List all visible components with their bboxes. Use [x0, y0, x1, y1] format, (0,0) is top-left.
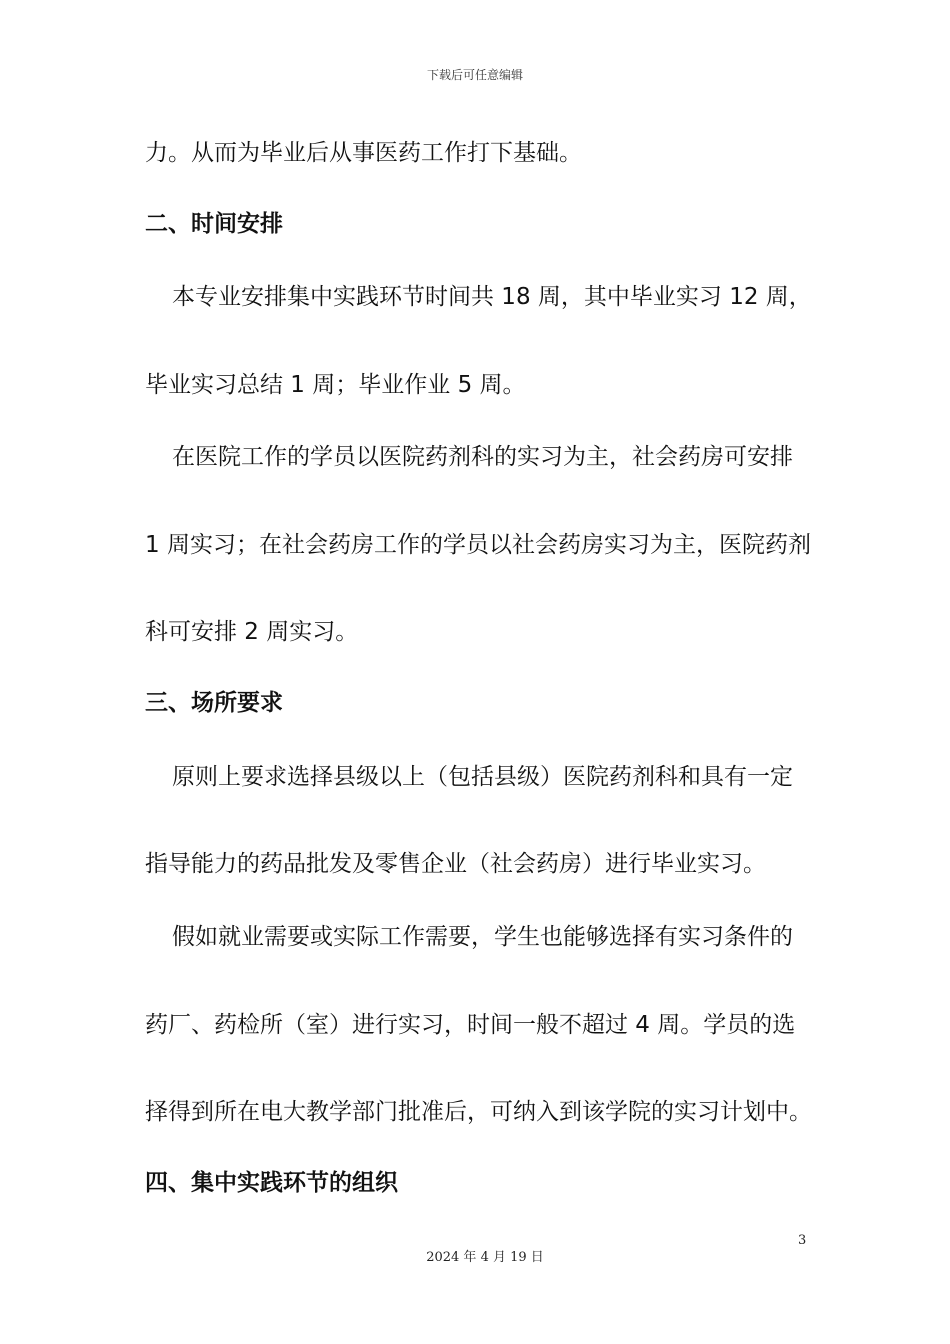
section-heading-organization: 四、集中实践环节的组织 — [145, 1170, 398, 1196]
paragraph-line: 原则上要求选择县级以上（包括县级）医院药剂科和具有一定 — [172, 764, 793, 790]
paragraph-line: 假如就业需要或实际工作需要，学生也能够选择有实习条件的 — [172, 924, 793, 950]
footer-date: 2024 年 4 月 19 日 — [426, 1250, 544, 1265]
paragraph-line: 在医院工作的学员以医院药剂科的实习为主，社会药房可安排 — [172, 444, 793, 470]
paragraph-line: 1 周实习；在社会药房工作的学员以社会药房实习为主，医院药剂 — [145, 532, 811, 558]
section-heading-time: 二、时间安排 — [145, 211, 283, 237]
paragraph-line: 力。从而为毕业后从事医药工作打下基础。 — [145, 140, 582, 166]
page-header: 下载后可任意编辑 — [426, 68, 523, 82]
paragraph-line: 指导能力的药品批发及零售企业（社会药房）进行毕业实习。 — [145, 851, 766, 877]
paragraph-line: 本专业安排集中实践环节时间共 18 周，其中毕业实习 12 周， — [172, 284, 812, 310]
paragraph-line: 择得到所在电大教学部门批准后，可纳入到该学院的实习计划中。 — [145, 1099, 812, 1125]
paragraph-line: 毕业实习总结 1 周；毕业作业 5 周。 — [145, 372, 526, 398]
paragraph-line: 药厂、药检所（室）进行实习，时间一般不超过 4 周。学员的选 — [145, 1012, 796, 1038]
section-heading-venue: 三、场所要求 — [145, 690, 283, 716]
page-number: 3 — [798, 1233, 807, 1248]
paragraph-line: 科可安排 2 周实习。 — [145, 619, 359, 645]
